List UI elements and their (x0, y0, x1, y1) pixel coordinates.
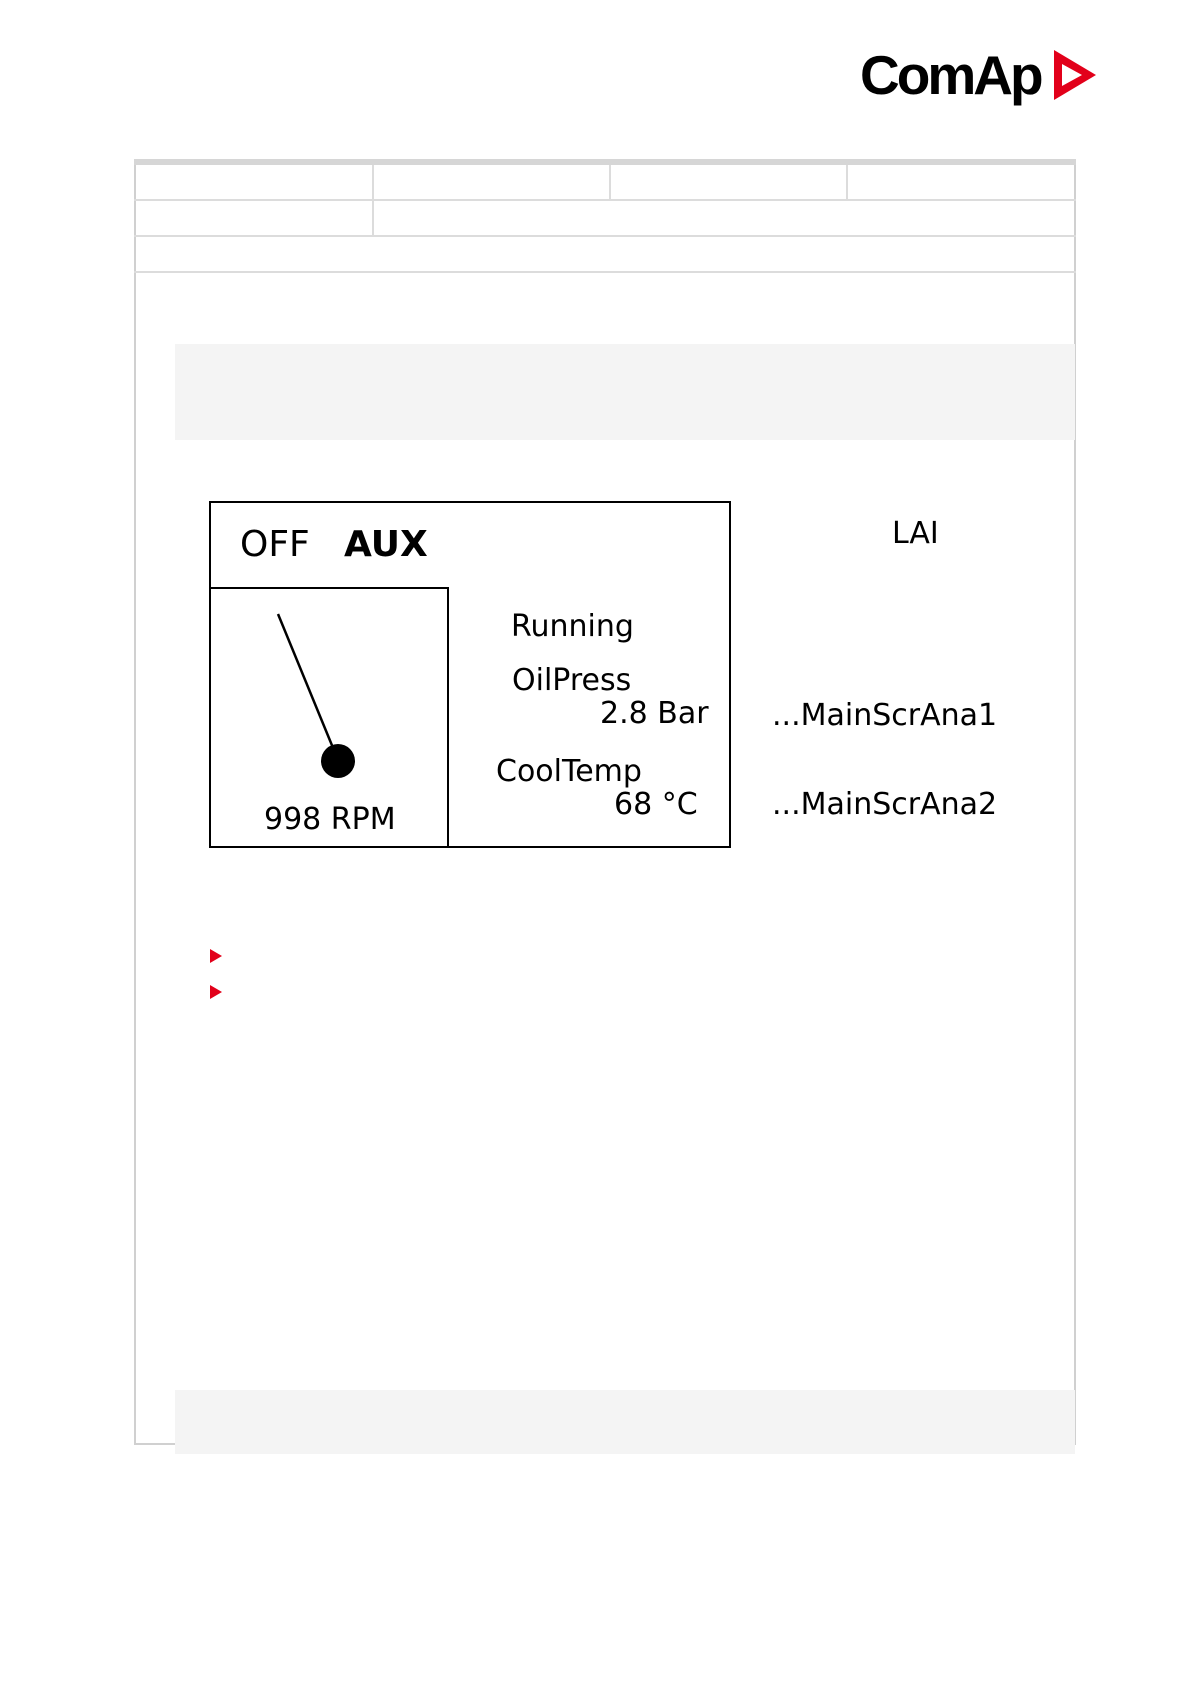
lai-label: LAI (892, 516, 939, 551)
mainscr-ana2-label: ...MainScrAna2 (772, 787, 998, 822)
cooltemp-label: CoolTemp (496, 754, 642, 789)
comap-logo (860, 40, 1110, 110)
header-row-divider (134, 271, 1076, 273)
logo-text: ComAp (860, 44, 1041, 106)
engine-state: Running (511, 609, 634, 644)
controller-label: AUX (344, 524, 428, 565)
display-divider (209, 587, 449, 589)
oilpress-value: 2.8 Bar (600, 696, 709, 731)
footer-band (175, 1390, 1075, 1454)
mainscr-ana1-label: ...MainScrAna1 (772, 698, 998, 733)
bullet-icon (210, 949, 222, 963)
header-top-rule (134, 159, 1076, 165)
comap-arrow-icon (1050, 48, 1100, 102)
header-row-divider (134, 235, 1076, 237)
heading-band (175, 344, 1075, 440)
mode-label: OFF (240, 524, 310, 565)
header-row-divider (134, 199, 1076, 201)
display-divider (447, 587, 449, 848)
cooltemp-value: 68 °C (614, 787, 698, 822)
header-col-divider (372, 165, 374, 235)
header-col-divider (609, 165, 611, 199)
bullet-icon (210, 985, 222, 999)
oilpress-label: OilPress (512, 663, 632, 698)
rpm-value: 998 RPM (264, 802, 396, 837)
header-col-divider (846, 165, 848, 199)
rpm-gauge-icon (250, 600, 390, 780)
